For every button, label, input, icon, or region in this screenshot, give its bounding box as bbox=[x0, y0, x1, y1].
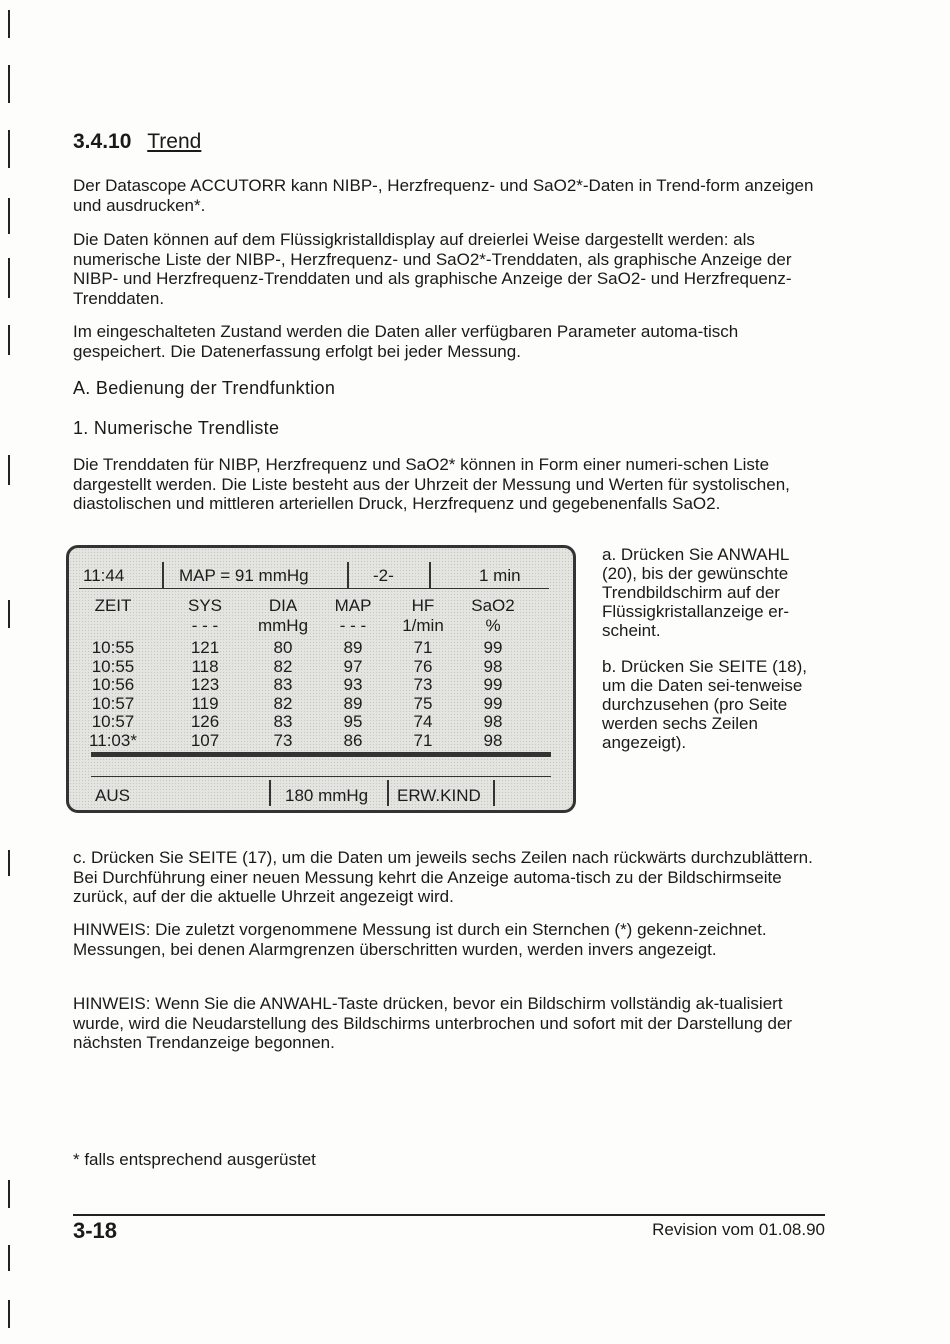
lcd-header-rule bbox=[79, 588, 549, 589]
lcd-cell: 10:55 bbox=[91, 638, 135, 657]
lcd-cell: 71 bbox=[413, 638, 433, 657]
section-heading: Trend bbox=[147, 130, 202, 153]
heading-operation: A. Bedienung der Trendfunktion bbox=[73, 378, 336, 398]
lcd-cell: 121 bbox=[190, 638, 220, 657]
change-bar bbox=[8, 10, 10, 38]
lcd-column-header: ZEIT bbox=[94, 596, 132, 615]
lcd-cell: 89 bbox=[343, 693, 363, 713]
change-bar bbox=[8, 258, 10, 298]
lcd-current-time: 11:44 bbox=[83, 566, 125, 585]
lcd-column-unit: 1/min bbox=[402, 616, 444, 635]
lcd-interval: 1 min bbox=[479, 566, 521, 585]
section-title bbox=[73, 130, 201, 154]
footnote: * falls entsprechend ausgerüstet bbox=[73, 1150, 316, 1169]
lcd-cell: 83 bbox=[273, 712, 293, 731]
change-bar bbox=[8, 65, 10, 103]
lcd-map-readout: MAP = 91 mmHg bbox=[179, 566, 309, 585]
lcd-column-unit: - - - bbox=[191, 616, 219, 635]
lcd-column-unit: mmHg bbox=[257, 616, 309, 635]
lcd-divider bbox=[387, 780, 389, 806]
lcd-cell: 98 bbox=[483, 712, 503, 731]
lcd-column-header: MAP bbox=[334, 596, 372, 615]
lcd-divider bbox=[493, 780, 495, 806]
instruction-a: a. Drücken Sie ANWAHL (20), bis der gewünschte Trendbildschirm auf der Flüssigkristallanzeige er-scheint. bbox=[602, 545, 790, 640]
intro-paragraph-1: Der Datascope ACCUTORR kann NIBP-, Herzfrequenz- und SaO2*-Daten in Trend-form anzeigen und ausdrucken*. bbox=[73, 176, 814, 215]
lcd-cell: 99 bbox=[483, 638, 503, 657]
lcd-cell: 123 bbox=[190, 675, 220, 694]
lcd-divider bbox=[347, 562, 349, 588]
lcd-cell: 98 bbox=[483, 656, 503, 676]
lcd-cell: 11:03* bbox=[89, 730, 137, 750]
lcd-cell: 71 bbox=[413, 730, 433, 750]
change-bar bbox=[8, 1180, 10, 1208]
trend-list-paragraph: Die Trenddaten für NIBP, Herzfrequenz und SaO2* können in Form einer numeri-schen Liste dargestellt werden. Die Liste besteht aus der Uhrzeit der Messung und Werten für systolischen, diastolischen und mittleren arteriellen Druck, Herzfrequenz und gegebenenfalls SaO2. bbox=[73, 455, 790, 513]
change-bar bbox=[8, 455, 10, 485]
lcd-column-header: SaO2 bbox=[471, 596, 515, 615]
lcd-cell: 99 bbox=[483, 675, 503, 694]
lcd-cell: 75 bbox=[413, 693, 433, 713]
lcd-cell: 10:56 bbox=[91, 675, 135, 694]
lcd-cell: 86 bbox=[343, 730, 363, 750]
instruction-c: c. Drücken Sie SEITE (17), um die Daten um jeweils sechs Zeilen nach rückwärts durchzublättern. Bei Durchführung einer neuen Messung kehrt die Anzeige automa-tisch zu der Bildschirmseite zurück, auf der die aktuelle Uhrzeit angezeigt wird. bbox=[73, 848, 813, 906]
lcd-mode-label: AUS bbox=[95, 786, 130, 805]
lcd-cell: 97 bbox=[343, 656, 363, 676]
lcd-column-header: DIA bbox=[268, 596, 298, 615]
revision-date: Revision vom 01.08.90 bbox=[652, 1220, 825, 1239]
lcd-cell: 73 bbox=[273, 730, 293, 750]
lcd-cell: 82 bbox=[273, 693, 293, 713]
lcd-divider bbox=[429, 562, 431, 588]
lcd-cell: 99 bbox=[483, 693, 503, 713]
lcd-cell: 93 bbox=[343, 675, 363, 694]
lcd-trend-display bbox=[66, 545, 576, 813]
lcd-cell: 76 bbox=[413, 656, 433, 676]
change-bar bbox=[8, 1245, 10, 1271]
lcd-divider bbox=[162, 562, 164, 588]
lcd-cell: 98 bbox=[483, 730, 503, 750]
lcd-cell: 80 bbox=[273, 638, 293, 657]
lcd-patient-label: ERW.KIND bbox=[397, 786, 481, 805]
note-anwahl: HINWEIS: Wenn Sie die ANWAHL-Taste drücken, bevor ein Bildschirm vollständig ak-tualisiert wurde, wird die Neudarstellung des Bildschirms unterbrochen und sofort mit der Darstellung der nächsten Trendanzeige begonnen. bbox=[73, 994, 793, 1052]
note-asterisk: HINWEIS: Die zuletzt vorgenommene Messung ist durch ein Sternchen (*) gekenn-zeichnet. Messungen, bei denen Alarmgrenzen überschritten wurden, werden invers angezeigt. bbox=[73, 920, 767, 959]
lcd-cell: 73 bbox=[413, 675, 433, 694]
lcd-cell: 95 bbox=[343, 712, 363, 731]
intro-paragraph-2: Die Daten können auf dem Flüssigkristalldisplay auf dreierlei Weise dargestellt werden: als numerische Liste der NIBP-, Herzfrequenz- und SaO2*-Trenddaten, als graphische Anzeige der NIBP- und Herzfrequenz-Trenddaten und als graphische Anzeige der SaO2- und Herzfrequenz-Trenddaten. bbox=[73, 230, 792, 308]
lcd-column-header: HF bbox=[411, 596, 435, 615]
lcd-cell: 89 bbox=[343, 638, 363, 657]
lcd-cell: 107 bbox=[190, 730, 220, 750]
lcd-cell: 82 bbox=[273, 656, 293, 676]
section-number: 3.4.10 bbox=[73, 130, 132, 153]
lcd-cell: 118 bbox=[191, 656, 219, 676]
lcd-separator-bar bbox=[91, 752, 551, 757]
instruction-b: b. Drücken Sie SEITE (18), um die Daten sei-tenweise durchzusehen (pro Seite werden sechs Zeilen angezeigt). bbox=[602, 657, 808, 752]
lcd-column-unit: - - - bbox=[339, 616, 367, 635]
lcd-page-indicator: -2- bbox=[373, 566, 394, 585]
change-bar bbox=[8, 600, 10, 628]
lcd-cell: 126 bbox=[190, 712, 220, 731]
lcd-divider bbox=[269, 780, 271, 806]
change-bar bbox=[8, 1300, 10, 1328]
change-bar bbox=[8, 850, 10, 876]
lcd-column-unit: % bbox=[485, 616, 501, 635]
lcd-cell: 10:57 bbox=[91, 693, 135, 713]
lcd-pressure-label: 180 mmHg bbox=[285, 786, 369, 805]
lcd-cell: 10:55 bbox=[91, 656, 135, 676]
change-bar bbox=[8, 325, 10, 355]
change-bar bbox=[8, 198, 10, 234]
page-number: 3-18 bbox=[73, 1218, 118, 1243]
lcd-cell: 74 bbox=[413, 712, 433, 731]
lcd-cell: 119 bbox=[191, 693, 219, 713]
lcd-status-rule bbox=[91, 776, 551, 777]
change-bar bbox=[8, 130, 10, 168]
lcd-column-header: SYS bbox=[187, 596, 223, 615]
footer-rule bbox=[73, 1214, 825, 1216]
lcd-cell: 10:57 bbox=[91, 712, 135, 731]
heading-numeric-trend: 1. Numerische Trendliste bbox=[73, 418, 280, 438]
lcd-cell: 83 bbox=[273, 675, 293, 694]
intro-paragraph-3: Im eingeschalteten Zustand werden die Daten aller verfügbaren Parameter automa-tisch gespeichert. Die Datenerfassung erfolgt bei jeder Messung. bbox=[73, 322, 739, 361]
